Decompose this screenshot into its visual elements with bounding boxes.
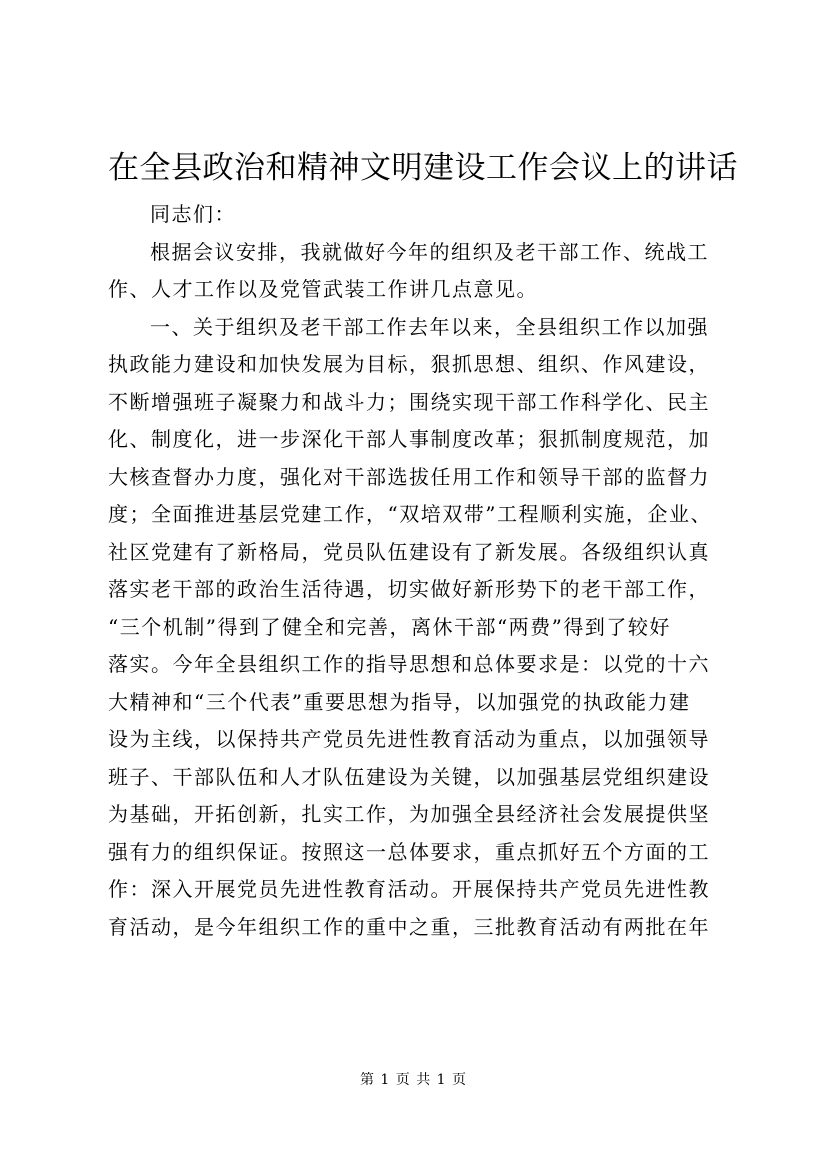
body-line: 落实老干部的政治生活待遇，切实做好新形势下的老干部工作， — [108, 577, 710, 601]
body-line: 社区党建有了新格局，党员队伍建设有了新发展。各级组织认真 — [108, 539, 710, 564]
body-line: 一、关于组织及老干部工作去年以来，全县组织工作以加强 — [150, 314, 709, 339]
body-line: 班子、干部队伍和人才队伍建设为关键，以加强基层党组织建设 — [108, 764, 710, 789]
body-line: 为基础，开拓创新，扎实工作，为加强全县经济社会发展提供坚 — [108, 802, 710, 826]
body-line: 不断增强班子凝聚力和战斗力；围绕实现干部工作科学化、民主 — [108, 389, 710, 414]
body-line: 育活动，是今年组织工作的重中之重，三批教育活动有两批在年 — [108, 914, 710, 939]
body-line: 设为主线，以保持共产党员先进性教育活动为重点，以加强领导 — [108, 727, 710, 751]
body-line: 大核查督办力度，强化对干部选拔任用工作和领导干部的监督力 — [108, 464, 710, 489]
body-line: 根据会议安排，我就做好今年的组织及老干部工作、统战工 — [150, 239, 709, 264]
body-line: 化、制度化，进一步深化干部人事制度改革；狠抓制度规范，加 — [108, 427, 710, 451]
document-body — [108, 196, 720, 946]
body-line: 作：深入开展党员先进性教育活动。开展保持共产党员先进性教 — [108, 877, 710, 901]
page-footer: 第 1 页 共 1 页 — [359, 1072, 468, 1088]
body-line: 度；全面推进基层党建工作，“双培双带”工程顺利实施，企业、 — [108, 502, 712, 526]
body-line: 大精神和“三个代表”重要思想为指导，以加强党的执政能力建 — [108, 689, 691, 714]
body-line: 同志们： — [150, 202, 236, 226]
body-line: 作、人才工作以及党管武装工作讲几点意见。 — [108, 277, 538, 301]
body-line: 落实。今年全县组织工作的指导思想和总体要求是：以党的十六 — [108, 652, 710, 676]
body-line: 执政能力建设和加快发展为目标，狠抓思想、组织、作风建设， — [108, 352, 710, 376]
body-line: 强有力的组织保证。按照这一总体要求，重点抓好五个方面的工 — [108, 839, 710, 864]
document-title: 在全县政治和精神文明建设工作会议上的讲话 — [108, 150, 738, 186]
body-line: “三个机制”得到了健全和完善，离休干部“两费”得到了较好 — [108, 614, 671, 639]
